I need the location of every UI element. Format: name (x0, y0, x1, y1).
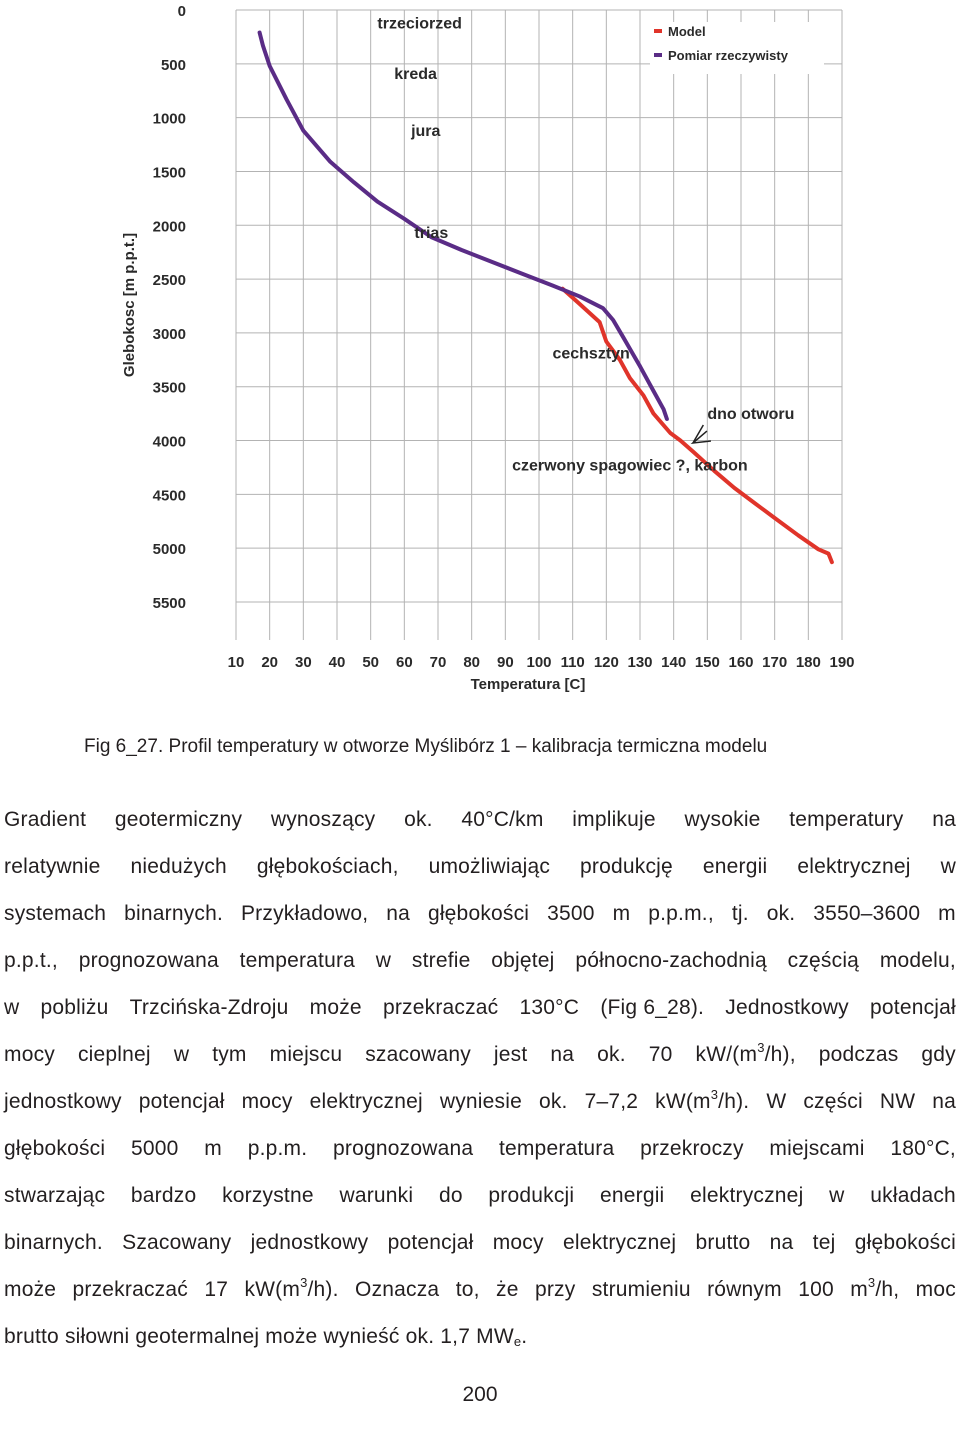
word: przy (534, 1278, 576, 1301)
word: binarnych. (4, 1231, 103, 1254)
word: że (496, 1278, 519, 1301)
word: temperatura (498, 1137, 615, 1160)
word: jednostkowy (4, 1090, 122, 1113)
paragraph-line-7 (4, 1078, 956, 1125)
word: bardzo (130, 1184, 197, 1207)
chart-annotation: jura (411, 122, 441, 140)
word: wysokie (684, 808, 761, 831)
word: 100 (798, 1278, 834, 1301)
word: może (265, 1325, 318, 1348)
word: mocy (241, 1090, 293, 1113)
y-tick-label: 4500 (152, 487, 186, 505)
word: przekroczy (640, 1137, 744, 1160)
x-tick-label: 110 (560, 654, 585, 671)
word: może (309, 996, 362, 1019)
word: tym (212, 1043, 247, 1066)
word: korzystne (222, 1184, 314, 1207)
unit-group (476, 1313, 527, 1360)
word: kW(m (655, 1090, 711, 1113)
word: mocy (492, 1231, 544, 1254)
word: głębokości (4, 1137, 106, 1160)
word: Gradient (4, 808, 87, 831)
word: p.p.m., (648, 902, 714, 925)
word: 40°C/km (461, 808, 544, 831)
y-tick-label: 2500 (152, 272, 186, 290)
word: Szacowany (122, 1231, 232, 1254)
word: w (173, 1043, 190, 1066)
word: /h). (718, 1090, 750, 1113)
word: cieplnej (77, 1043, 151, 1066)
x-tick-label: 150 (694, 654, 720, 671)
unit-group (244, 1266, 338, 1313)
word: umożliwiając (428, 855, 551, 878)
word: energii (599, 1184, 665, 1207)
temperature-depth-chart (0, 0, 960, 700)
x-tick-label: 170 (762, 654, 788, 671)
x-tick-label: 90 (496, 654, 514, 671)
word: /h, (875, 1278, 900, 1301)
word: miejscu (269, 1043, 343, 1066)
word: potencjał (387, 1231, 474, 1254)
word: geotermalnej (135, 1325, 260, 1348)
word: 130°C (519, 996, 580, 1019)
unit-group (696, 1031, 796, 1078)
superscript: 3 (757, 1040, 765, 1055)
legend-label: Model (668, 24, 706, 39)
x-tick-label: 40 (328, 654, 346, 671)
word: . (521, 1325, 528, 1348)
page-number: 200 (462, 1383, 498, 1406)
chart-annotation: trias (414, 225, 449, 243)
word: jednostkowy (250, 1231, 369, 1254)
word: wyniesie (439, 1090, 522, 1113)
word: produkcję (580, 855, 673, 878)
word: p.p.m. (247, 1137, 308, 1160)
word: częścią (787, 949, 860, 972)
figure-caption-text: Profil temperatury w otworze Myślibórz 1 – kalibracja termiczna modelu (168, 736, 768, 757)
word: potencjał (870, 996, 956, 1019)
fig-reference-link[interactable]: (Fig 6_28). (600, 996, 705, 1019)
unit-group (850, 1266, 899, 1313)
word: pobliżu (40, 996, 109, 1019)
word: głębokości (854, 1231, 956, 1254)
y-tick-label: 2000 (152, 218, 186, 236)
chart-annotation: czerwony spagowiec ?, karbon (512, 457, 748, 475)
x-tick-label: 180 (795, 654, 821, 671)
y-tick-label: 1000 (152, 110, 186, 128)
word: szacowany (365, 1043, 471, 1066)
x-tick-label: 100 (526, 654, 552, 671)
x-tick-label: 160 (728, 654, 754, 671)
word: strumieniu (591, 1278, 691, 1301)
x-tick-label: 60 (395, 654, 413, 671)
chart-annotation: trzeciorzed (377, 15, 462, 33)
word: w (375, 949, 392, 972)
model-line (563, 289, 832, 562)
word: kW/(m (695, 1043, 758, 1066)
subscript: e (513, 1334, 522, 1349)
paragraph-line-5 (4, 984, 956, 1031)
word: wynoszący (270, 808, 376, 831)
word: geotermiczny (114, 808, 243, 831)
word: warunki (339, 1184, 414, 1207)
word: ok. (405, 1325, 435, 1348)
word: /h). (307, 1278, 339, 1301)
word: Oznacza (355, 1278, 440, 1301)
word: stwarzając (4, 1184, 106, 1207)
word: elektrycznej (797, 855, 911, 878)
word: NW (879, 1090, 916, 1113)
word: brutto (4, 1325, 59, 1348)
word: 7–7,2 (584, 1090, 639, 1113)
chart-annotation: cechsztyn (552, 345, 630, 363)
word: Trzcińska-Zdroju (129, 996, 289, 1019)
word: energii (702, 855, 768, 878)
paragraph-line-1 (4, 796, 956, 843)
body-paragraph (4, 796, 956, 1360)
x-tick-label: 70 (429, 654, 447, 671)
paragraph-line-6 (4, 1031, 956, 1078)
word: produkcji (488, 1184, 575, 1207)
figure-label: Fig 6_27. (84, 736, 164, 757)
word: relatywnie (4, 855, 101, 878)
word: temperatury (789, 808, 904, 831)
x-axis-title: Temperatura [C] (470, 676, 586, 693)
chart-annotation: dno otworu (707, 406, 795, 424)
paragraph-line-8 (4, 1125, 956, 1172)
word: implikuje (572, 808, 656, 831)
word: północno-zachodnią (575, 949, 767, 972)
word: systemach (4, 902, 107, 925)
word: binarnych. (124, 902, 224, 925)
y-tick-label: 1500 (152, 164, 186, 182)
word: elektrycznej (562, 1231, 677, 1254)
word: 1,7 (440, 1325, 471, 1348)
word: 180°C, (890, 1137, 956, 1160)
word: siłowni (64, 1325, 130, 1348)
word: Jednostkowy (725, 996, 849, 1019)
word: temperatura (239, 949, 356, 972)
word: gdy (921, 1043, 956, 1066)
x-tick-label: 190 (829, 654, 855, 671)
word: wynieść (323, 1325, 400, 1348)
word: moc (915, 1278, 956, 1301)
paragraph-line-12 (4, 1313, 956, 1360)
paragraph-line-2 (4, 843, 956, 890)
word: jest (493, 1043, 528, 1066)
y-tick-label: 3000 (152, 325, 186, 343)
word: m (850, 1278, 868, 1301)
word: na (769, 1231, 794, 1254)
word: m (612, 902, 631, 925)
word: 5000 (130, 1137, 179, 1160)
y-tick-label: 500 (160, 56, 186, 74)
word: podczas (818, 1043, 899, 1066)
paragraph-line-11 (4, 1266, 956, 1313)
word: głębokości (427, 902, 530, 925)
y-tick-label: 5000 (152, 541, 186, 559)
word: 3500 (547, 902, 595, 925)
word: równym (707, 1278, 782, 1301)
unit-group (655, 1078, 749, 1125)
word: może (4, 1278, 57, 1301)
y-tick-label: 4000 (152, 433, 186, 451)
word: ok. (597, 1043, 626, 1066)
word: do (438, 1184, 463, 1207)
word: ok. (404, 808, 433, 831)
word: m (938, 902, 956, 925)
word: MW (476, 1325, 514, 1348)
word: elektrycznej (690, 1184, 804, 1207)
superscript: 3 (300, 1275, 308, 1290)
word: ok. (538, 1090, 568, 1113)
paragraph-line-4 (4, 937, 956, 984)
word: miejscami (769, 1137, 865, 1160)
word: niedużych (130, 855, 227, 878)
y-tick-label: 0 (177, 3, 186, 20)
paragraph-line-9 (4, 1172, 956, 1219)
word: w (829, 1184, 845, 1207)
word: ok. (766, 902, 796, 925)
word: 17 (204, 1278, 229, 1301)
legend-label: Pomiar rzeczywisty (668, 48, 788, 63)
word: układach (870, 1184, 956, 1207)
superscript: 3 (867, 1275, 876, 1290)
x-tick-label: 50 (362, 654, 380, 671)
word: m (204, 1137, 222, 1160)
y-tick-label: 3500 (152, 379, 186, 397)
x-tick-label: 20 (261, 654, 279, 671)
word: głębokościach, (256, 855, 399, 878)
word: przekraczać (382, 996, 499, 1019)
word: strefie (411, 949, 471, 972)
word: elektrycznej (309, 1090, 423, 1113)
word: to, (455, 1278, 480, 1301)
word: na (550, 1043, 575, 1066)
word: w (4, 996, 20, 1019)
word: tj. (731, 902, 749, 925)
superscript: 3 (710, 1087, 719, 1102)
word: p.p.t., (4, 949, 58, 972)
paragraph-line-3 (4, 890, 956, 937)
word: mocy (4, 1043, 55, 1066)
word: kW(m (244, 1278, 301, 1301)
word: przekraczać (72, 1278, 188, 1301)
word: W (766, 1090, 787, 1113)
x-tick-label: 120 (593, 654, 619, 671)
figure-caption (84, 736, 767, 758)
x-tick-label: 130 (627, 654, 653, 671)
word: prognozowana (78, 949, 219, 972)
word: na (932, 808, 956, 831)
y-axis-title: Glebokosc [m p.p.t.] (121, 232, 138, 378)
x-tick-label: 80 (463, 654, 481, 671)
word: na (386, 902, 410, 925)
x-tick-label: 10 (227, 654, 245, 671)
paragraph-line-10 (4, 1219, 956, 1266)
word: tej (812, 1231, 836, 1254)
word: brutto (695, 1231, 751, 1254)
chart-annotation: kreda (394, 65, 437, 83)
x-tick-label: 30 (294, 654, 312, 671)
word: w (940, 855, 956, 878)
word: na (932, 1090, 956, 1113)
word: 3550–3600 (813, 902, 921, 925)
y-tick-label: 5500 (152, 595, 186, 612)
word: potencjał (138, 1090, 225, 1113)
word: modelu, (879, 949, 956, 972)
word: prognozowana (333, 1137, 474, 1160)
x-tick-label: 140 (661, 654, 687, 671)
word: części (803, 1090, 863, 1113)
word: objętej (491, 949, 555, 972)
word: 70 (648, 1043, 673, 1066)
word: /h), (764, 1043, 796, 1066)
word: Przykładowo, (240, 902, 369, 925)
